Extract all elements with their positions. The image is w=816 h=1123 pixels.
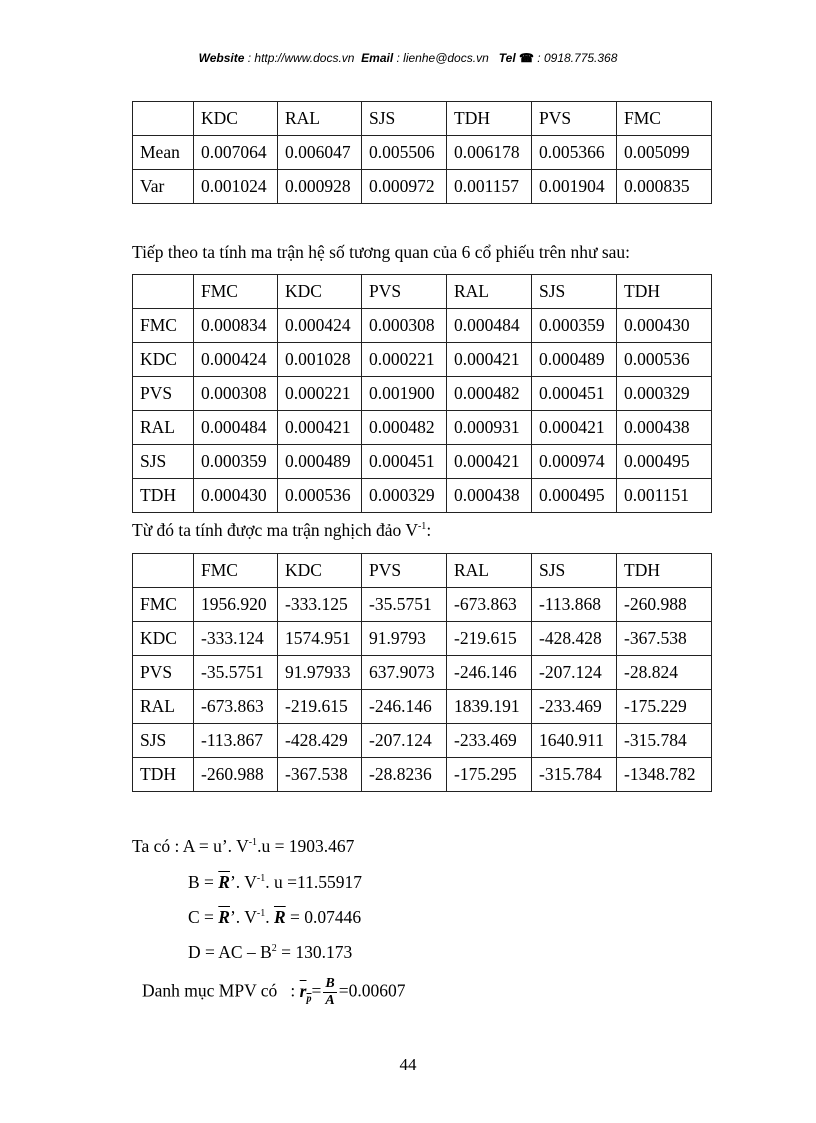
table-cell: -113.867: [194, 724, 278, 758]
table-cell: -367.538: [617, 622, 712, 656]
table-cell: 0.000421: [447, 445, 532, 479]
table-cell: 0.000835: [617, 170, 712, 204]
table-row: [133, 690, 712, 724]
table-row: [133, 411, 712, 445]
table-row: [133, 622, 712, 656]
table-header-cell: [133, 102, 194, 136]
formula-c-sup: -1: [256, 908, 266, 919]
table-cell: 91.97933: [278, 656, 362, 690]
inverse-intro-text: Từ đó ta tính được ma trận nghịch đảo V: [132, 520, 418, 540]
formula-c-suffix: = 0.07446: [285, 907, 362, 927]
table-cell: 0.005506: [362, 136, 447, 170]
table-header-cell: TDH: [447, 102, 532, 136]
table-cell: -673.863: [447, 588, 532, 622]
mpv-eq: =: [311, 980, 322, 1001]
r-bar-symbol: $\overline{R}$: [273, 907, 286, 927]
website-label: Website: [198, 51, 245, 65]
email-link[interactable]: lienhe@docs.vn: [403, 51, 489, 65]
fraction-denominator: A: [325, 993, 335, 1008]
tel-value: 0918.775.368: [543, 51, 618, 65]
table-cell: 0.000536: [617, 343, 712, 377]
formula-a-suffix: .u = 1903.467: [257, 836, 355, 856]
table-cell: 0.000495: [617, 445, 712, 479]
formula-b-prefix: B =: [188, 872, 219, 892]
b-over-a-fraction: [323, 976, 336, 1009]
table-row: [133, 377, 712, 411]
formula-d: [188, 942, 352, 963]
table-cell: 0.000536: [278, 479, 362, 513]
table-cell: 0.000329: [617, 377, 712, 411]
table-cell: 0.000484: [194, 411, 278, 445]
formula-b-mid: ’. V: [229, 872, 257, 892]
table-cell: 0.000928: [278, 170, 362, 204]
table-cell: 0.000438: [617, 411, 712, 445]
table-cell: Mean: [133, 136, 194, 170]
formula-c-mid2: .: [265, 907, 274, 927]
rp-sub: p: [306, 993, 312, 1005]
table-cell: 0.000424: [278, 309, 362, 343]
table-header-cell: FMC: [194, 275, 278, 309]
table-cell: -28.824: [617, 656, 712, 690]
table-cell: -333.124: [194, 622, 278, 656]
table-cell: 0.000974: [532, 445, 617, 479]
formula-c-prefix: C =: [188, 907, 219, 927]
table-cell: 0.000359: [194, 445, 278, 479]
table-header-cell: KDC: [278, 554, 362, 588]
page-header: [0, 51, 816, 65]
table-cell: TDH: [133, 479, 194, 513]
table-cell: 0.000308: [362, 309, 447, 343]
table-cell: -219.615: [278, 690, 362, 724]
mpv-formula: [142, 976, 405, 1009]
formula-b: [188, 872, 362, 893]
table-cell: -233.469: [532, 690, 617, 724]
table-header-cell: TDH: [617, 275, 712, 309]
table-cell: -260.988: [617, 588, 712, 622]
table-row: [133, 170, 712, 204]
website-link[interactable]: http://www.docs.vn: [254, 51, 355, 65]
table-cell: -428.429: [278, 724, 362, 758]
table-header-row: [133, 102, 712, 136]
table-cell: 0.006047: [278, 136, 362, 170]
table-cell: 0.000221: [278, 377, 362, 411]
formula-d-prefix: D = AC – B: [188, 942, 272, 962]
table-cell: RAL: [133, 411, 194, 445]
formula-d-suffix: = 130.173: [276, 942, 353, 962]
r-bar-symbol: $\overline{R}$: [218, 872, 230, 892]
table-cell: 0.000421: [447, 343, 532, 377]
mpv-colon: :: [290, 980, 296, 1001]
table-cell: 0.007064: [194, 136, 278, 170]
table-cell: 0.001024: [194, 170, 278, 204]
rp-var: r: [299, 980, 307, 1001]
table-cell: -246.146: [362, 690, 447, 724]
table-cell: FMC: [133, 309, 194, 343]
inverse-intro: [132, 520, 431, 541]
table-cell: 637.9073: [362, 656, 447, 690]
inverse-matrix-table: [132, 553, 712, 792]
table-cell: -246.146: [447, 656, 532, 690]
table-cell: 1839.191: [447, 690, 532, 724]
table-row: [133, 445, 712, 479]
table-cell: 0.000421: [532, 411, 617, 445]
table-cell: 0.000221: [362, 343, 447, 377]
table-cell: FMC: [133, 588, 194, 622]
table-header-cell: RAL: [447, 554, 532, 588]
table-cell: 0.000308: [194, 377, 278, 411]
r-bar-symbol: $\overline{R}$: [218, 907, 230, 927]
table-cell: 0.000430: [194, 479, 278, 513]
fraction-numerator: B: [325, 976, 335, 991]
table-cell: 0.001904: [532, 170, 617, 204]
table-row: [133, 343, 712, 377]
table-cell: 0.001157: [447, 170, 532, 204]
table-cell: 0.005366: [532, 136, 617, 170]
table-header-cell: FMC: [617, 102, 712, 136]
table-cell: -175.295: [447, 758, 532, 792]
table-cell: 0.000482: [362, 411, 447, 445]
table-row: [133, 136, 712, 170]
table-cell: -35.5751: [362, 588, 447, 622]
table-row: [133, 309, 712, 343]
table-cell: -35.5751: [194, 656, 278, 690]
table-cell: PVS: [133, 377, 194, 411]
table-cell: PVS: [133, 656, 194, 690]
page-number: 44: [399, 1055, 417, 1074]
table-cell: RAL: [133, 690, 194, 724]
table-cell: -207.124: [362, 724, 447, 758]
table-cell: 1956.920: [194, 588, 278, 622]
table-cell: 0.000834: [194, 309, 278, 343]
table-cell: -367.538: [278, 758, 362, 792]
table-cell: -28.8236: [362, 758, 447, 792]
table-cell: 0.000482: [447, 377, 532, 411]
table-header-row: [133, 554, 712, 588]
email-label: Email: [361, 51, 394, 65]
table-cell: 91.9793: [362, 622, 447, 656]
table-cell: 0.000451: [362, 445, 447, 479]
table-cell: KDC: [133, 343, 194, 377]
table-header-row: [133, 275, 712, 309]
email-separator: :: [393, 51, 404, 65]
table-cell: 0.000359: [532, 309, 617, 343]
table-row: [133, 588, 712, 622]
formula-c: [188, 907, 361, 928]
table-cell: 0.000484: [447, 309, 532, 343]
mean-var-table: [132, 101, 712, 204]
table-cell: 0.001900: [362, 377, 447, 411]
rp-symbol: [299, 980, 312, 1005]
correlation-intro: Tiếp theo ta tính ma trận hệ số tương quan của 6 cổ phiếu trên như sau:: [132, 242, 631, 262]
inverse-intro-end: :: [426, 520, 432, 540]
table-header-cell: RAL: [447, 275, 532, 309]
table-cell: TDH: [133, 758, 194, 792]
table-cell: -428.428: [532, 622, 617, 656]
table-cell: -260.988: [194, 758, 278, 792]
table-cell: -333.125: [278, 588, 362, 622]
table-cell: -113.868: [532, 588, 617, 622]
table-header-cell: TDH: [617, 554, 712, 588]
table-cell: -1348.782: [617, 758, 712, 792]
table-header-cell: RAL: [278, 102, 362, 136]
inverse-intro-sup: -1: [417, 521, 427, 532]
table-cell: 0.006178: [447, 136, 532, 170]
table-header-cell: SJS: [532, 554, 617, 588]
table-cell: SJS: [133, 724, 194, 758]
formula-a: [132, 836, 354, 857]
formula-a-prefix: Ta có : A = u’. V: [132, 836, 249, 856]
table-header-cell: PVS: [362, 275, 447, 309]
table-cell: 0.000421: [278, 411, 362, 445]
table-header-cell: FMC: [194, 554, 278, 588]
table-header-cell: KDC: [278, 275, 362, 309]
table-cell: -219.615: [447, 622, 532, 656]
formula-c-mid: ’. V: [229, 907, 257, 927]
table-cell: 0.000489: [532, 343, 617, 377]
table-cell: 1640.911: [532, 724, 617, 758]
formula-a-sup: -1: [248, 837, 258, 848]
table-header-cell: [133, 554, 194, 588]
table-header-cell: KDC: [194, 102, 278, 136]
table-cell: -175.229: [617, 690, 712, 724]
table-cell: 0.000430: [617, 309, 712, 343]
mpv-result: =0.00607: [338, 980, 406, 1001]
table-row: [133, 758, 712, 792]
table-cell: -673.863: [194, 690, 278, 724]
table-header-cell: SJS: [362, 102, 447, 136]
formula-b-suffix: . u =11.55917: [265, 872, 362, 892]
table-cell: -315.784: [617, 724, 712, 758]
table-cell: 0.005099: [617, 136, 712, 170]
website-separator: :: [244, 51, 255, 65]
table-row: [133, 656, 712, 690]
table-cell: 0.000424: [194, 343, 278, 377]
table-cell: -315.784: [532, 758, 617, 792]
table-cell: 0.000931: [447, 411, 532, 445]
table-header-cell: PVS: [532, 102, 617, 136]
phone-icon: ☎: [519, 51, 534, 65]
table-cell: SJS: [133, 445, 194, 479]
table-cell: 0.000972: [362, 170, 447, 204]
table-header-cell: PVS: [362, 554, 447, 588]
table-header-cell: SJS: [532, 275, 617, 309]
table-cell: -207.124: [532, 656, 617, 690]
table-cell: 1574.951: [278, 622, 362, 656]
formula-b-sup: -1: [256, 873, 266, 884]
table-cell: KDC: [133, 622, 194, 656]
table-cell: 0.001151: [617, 479, 712, 513]
table-row: [133, 479, 712, 513]
tel-label: Tel: [498, 51, 516, 65]
correlation-matrix-table: [132, 274, 712, 513]
table-cell: 0.000451: [532, 377, 617, 411]
mpv-label: Danh mục MPV có: [142, 980, 278, 1001]
tel-separator: :: [533, 51, 544, 65]
formula-d-sup: 2: [271, 943, 277, 954]
table-cell: 0.000489: [278, 445, 362, 479]
table-cell: 0.001028: [278, 343, 362, 377]
table-cell: 0.000495: [532, 479, 617, 513]
table-cell: 0.000329: [362, 479, 447, 513]
table-cell: Var: [133, 170, 194, 204]
table-cell: -233.469: [447, 724, 532, 758]
table-header-cell: [133, 275, 194, 309]
table-row: [133, 724, 712, 758]
table-cell: 0.000438: [447, 479, 532, 513]
